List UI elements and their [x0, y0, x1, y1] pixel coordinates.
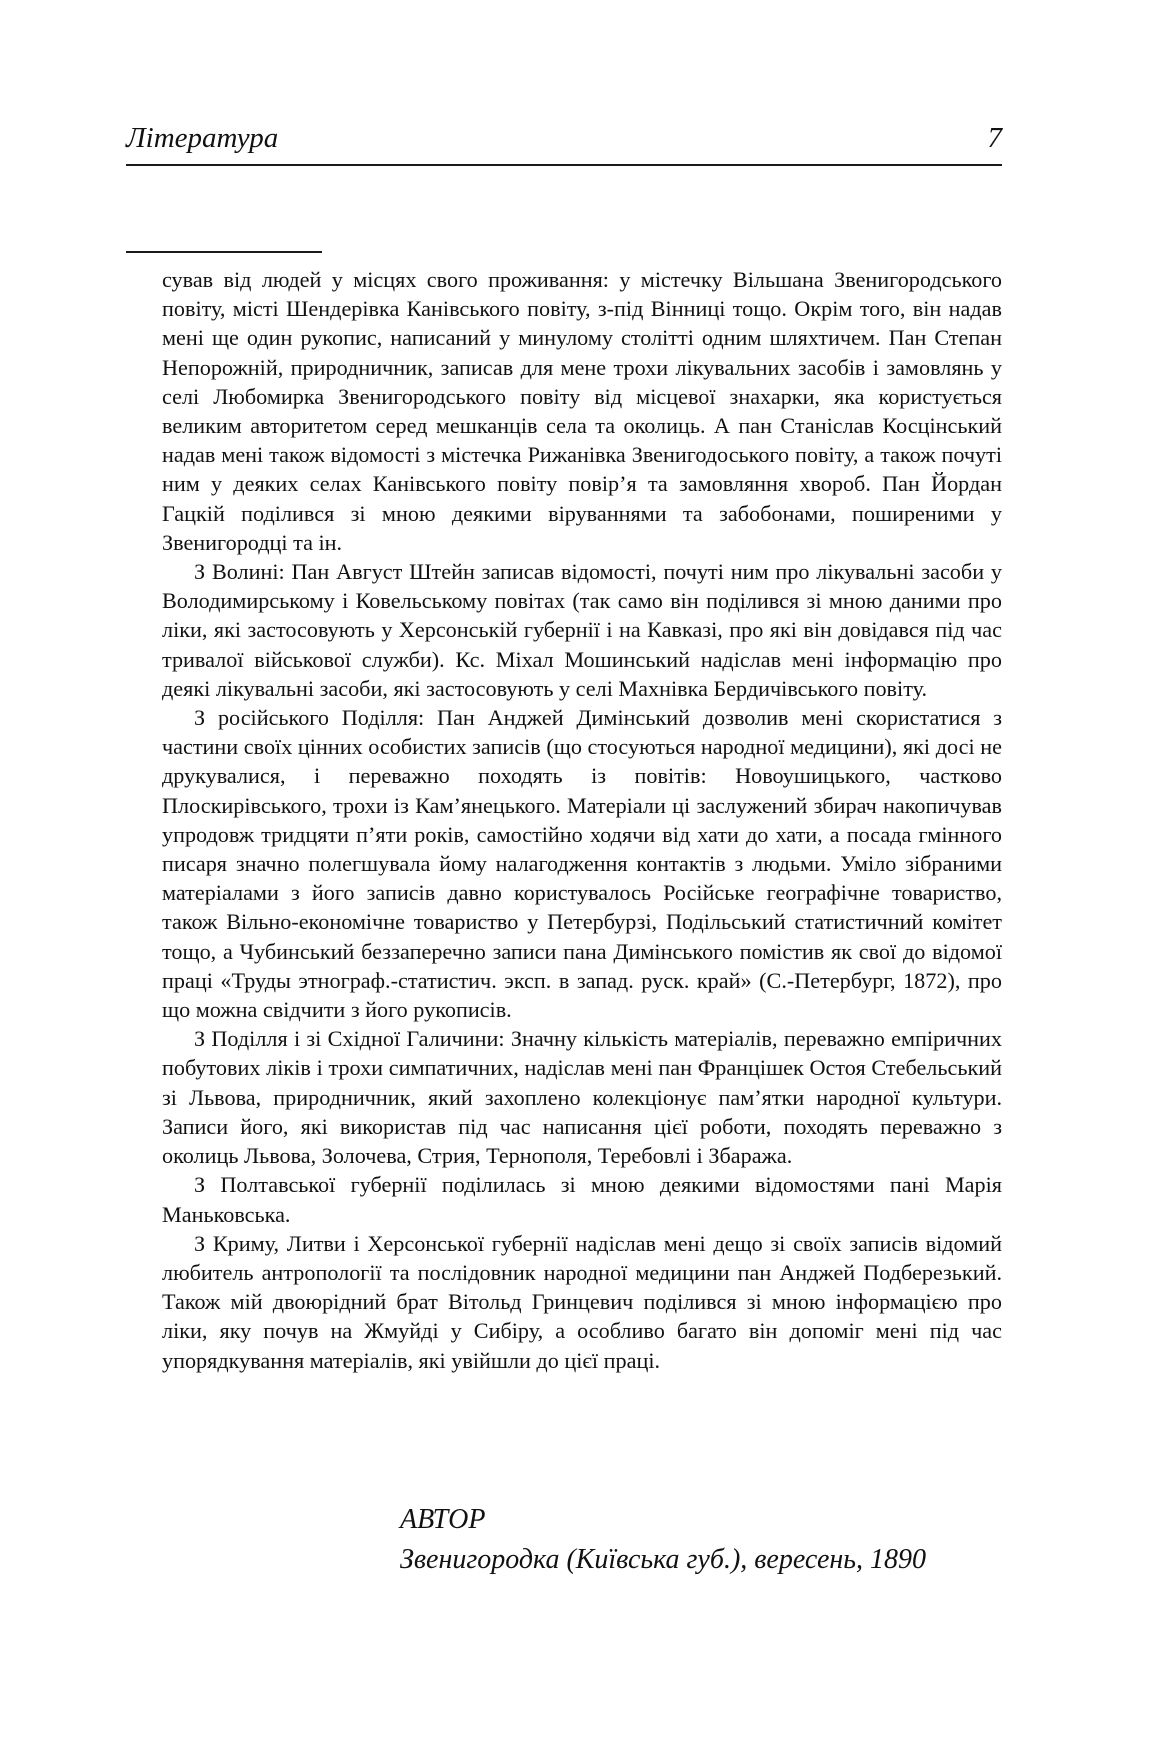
paragraph-poltava: З Полтавської губернії поділилась зі мною деякими відомостями пані Марія Маньковська.	[162, 1172, 1002, 1227]
paragraph-podillia: З російського Поділля: Пан Анджей Димінський дозволив мені скористатися з частини своїх цінних особистих записів (що стосуються народної медицини), які досі не друкувалися, і переважно походять із повітів: Новоушицького, частково Плоскирівського, трохи із Кам’янецького. Матеріали ці заслужений збирач накопичував упродовж тридцяти п’яти років, самостійно ходячи від хати до хати, а посада гмінного писаря значно полегшувала йому налагодження контактів з людьми. Уміло зібраними матеріалами з його записів давно користувалось Російське географічне товариство, також Вільно-економічне товариство у Петербурзі, Подільський статистичний комітет тощо, а Чубинський беззаперечно записи пана Димінського помістив як свої до відомої праці «Труды этнограф.-статистич. эксп. в запад. руск. край» (С.-Петербург, 1872), про що можна свідчити з його рукописів.	[162, 705, 1002, 1023]
author-signature: АВТОР	[400, 1504, 486, 1535]
main-text	[162, 265, 1002, 1375]
signature-block	[400, 1500, 1040, 1580]
running-header	[126, 120, 1002, 166]
page-number: 7	[987, 122, 1002, 154]
paragraph-continuation: сував від людей у місцях свого проживання: у містечку Вільшана Звенигородського повіту, місті Шендерівка Канівського повіту, з-під Вінниці тощо. Окрім того, він надав мені ще один рукопис, написаний у минулому столітті одним шляхтичем. Пан Степан Непорожній, природничник, записав для мене трохи лікувальних засобів і замовлянь у селі Любомирка Звенигородського повіту від місцевої знахарки, яка користується великим авторитетом серед мешканців села та околиць. А пан Станіслав Косцінський надав мені також відомості з містечка Рижанівка Звенигодоського повіту, а також почуті ним у деяких селах Канівського повіту повір’я та замовляння хвороб. Пан Йордан Гацкій поділився зі мною деякими віруваннями та забобонами, поширеними у Звенигородці та ін.	[162, 267, 1002, 555]
place-date: Звенигородка (Київська губ.), вересень, 1890	[400, 1544, 927, 1575]
paragraph-galychyna: З Поділля і зі Східної Галичини: Значну кількість матеріалів, переважно емпіричних побутових ліків і трохи симпатичних, надіслав мені пан Францішек Остоя Стебельський зі Львова, природничник, який захоплено колекціонує пам’ятки народної культури. Записи його, які використав під час написання цієї роботи, походять переважно з околиць Львова, Золочева, Стрия, Тернополя, Теребовлі і Збаража.	[162, 1026, 1002, 1169]
section-title: Література	[126, 122, 279, 154]
paragraph-volyn: З Волині: Пан Август Штейн записав відомості, почуті ним про лікувальні засоби у Володимирському і Ковельському повітах (так само він поділився зі мною даними про ліки, які застосовують у Херсонській губернії і на Кавказі, про які він довідався під час тривалої військової служби). Кс. Міхал Мошинський надіслав мені інформацію про деякі лікувальні засоби, які застосовують у селі Махнівка Бердичівського повіту.	[162, 559, 1002, 701]
footnote-separator-rule	[126, 251, 322, 253]
paragraph-crimea: З Криму, Литви і Херсонської губернії надіслав мені дещо зі своїх записів відомий любитель антропології та послідовник народної медицини пан Анджей Подберезький. Також мій двоюрідний брат Вітольд Гринцевич поділився зі мною інформацією про ліки, яку почув на Жмуйді у Сибіру, а особливо багато він допоміг мені під час упорядкування матеріалів, які увійшли до цієї праці.	[162, 1230, 1002, 1373]
